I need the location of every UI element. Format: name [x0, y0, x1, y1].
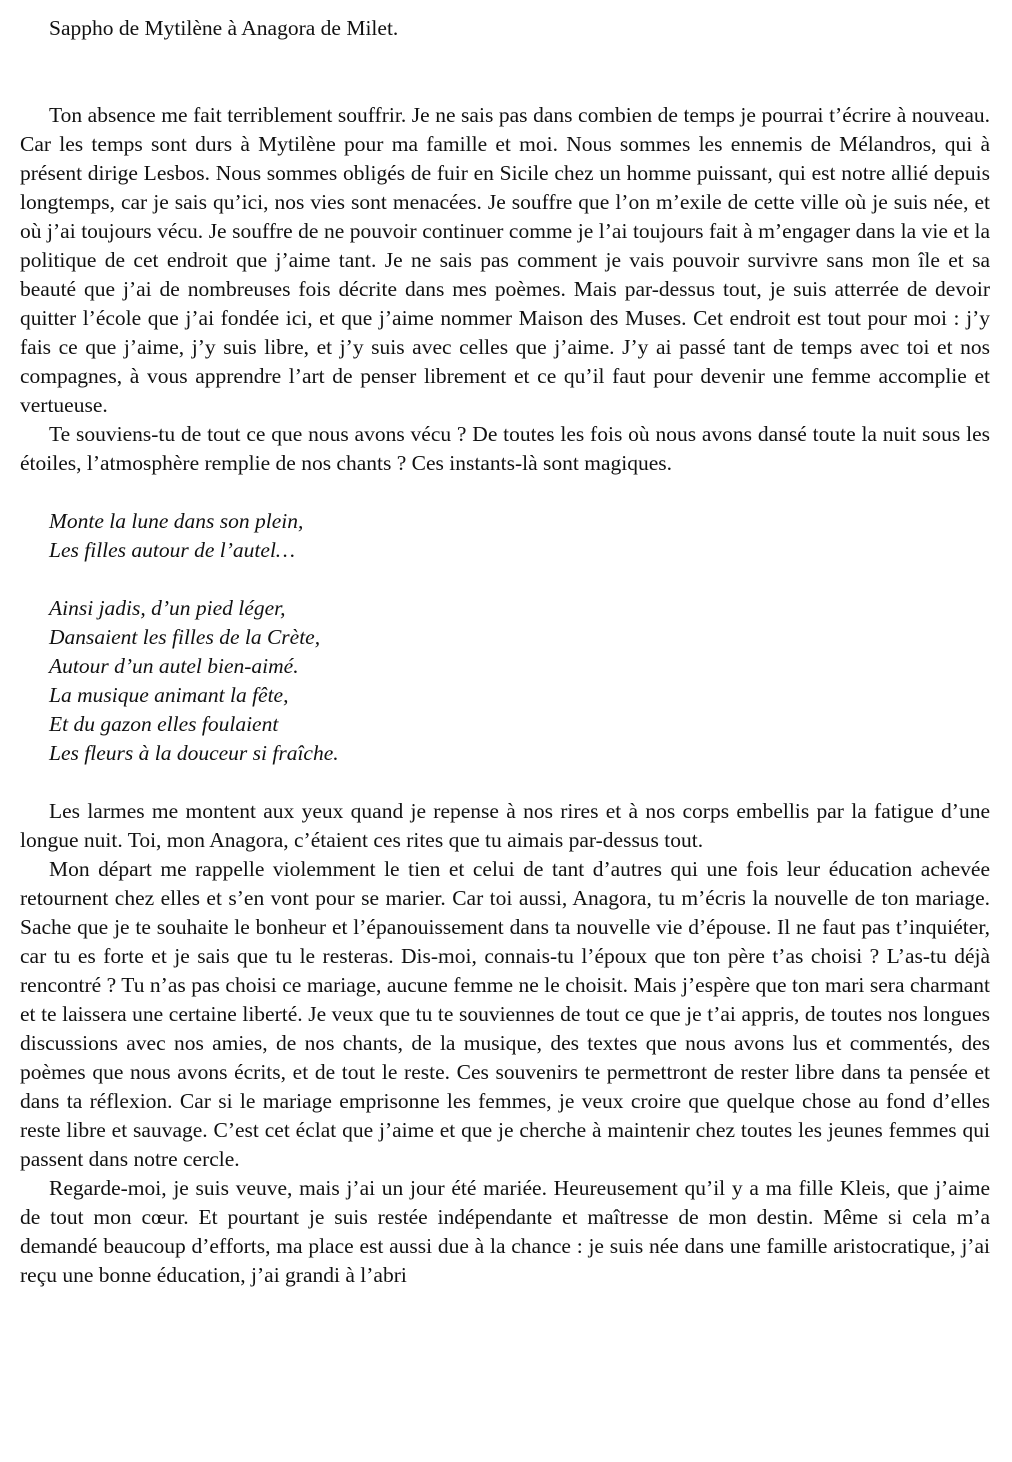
poem-line: Et du gazon elles foulaient — [49, 712, 279, 736]
poem-line: Monte la lune dans son plein, — [49, 509, 304, 533]
paragraph: Les larmes me montent aux yeux quand je repense à nos rires et à nos corps embellis par la fatigue d’une longue nuit. Toi, mon Anagora, c’étaient ces rites que tu aimais par-dessus tout. — [20, 799, 990, 852]
paragraph: Te souviens-tu de tout ce que nous avons vécu ? De toutes les fois où nous avons dansé toute la nuit sous les étoiles, l’atmosphère remplie de nos chants ? Ces instants-là sont magiques. — [20, 422, 990, 475]
paragraph: Mon départ me rappelle violemment le tien et celui de tant d’autres qui une fois leur éducation achevée retournent chez elles et s’en vont pour se marier. Car toi aussi, Anagora, tu m’écris la nouvelle de ton mariage. Sache que je te souhaite le bonheur et l’épanouissement dans ta nouvelle vie d’épouse. Il ne faut pas t’inquiéter, car tu es forte et je sais que tu le resteras. Dis-moi, connais-tu l’époux que ton père t’as choisi ? L’as-tu déjà rencontré ? Tu n’as pas choisi ce mariage, aucune femme ne le choisit. Mais j’espère que ton mari sera charmant et te laissera une certaine liberté. Je veux que tu te souviennes de tout ce que je t’ai appris, de toutes nos longues discussions avec nos amies, de nos chants, de la musique, des textes que nous avons lus et commentés, des poèmes que nous avons écrits, et de tout le reste. Ces souvenirs te permettront de rester libre dans ta pensée et dans ta réflexion. Car si le mariage emprisonne les femmes, je veux croire que quelque chose au fond d’elles reste libre et sauvage. C’est cet éclat que j’aime et que je cherche à maintenir chez toutes les jeunes femmes qui passent dans notre cercle. — [20, 857, 990, 1171]
poem-line: Autour d’un autel bien-aimé. — [49, 654, 299, 678]
spacer — [20, 768, 990, 797]
poem-line: La musique animant la fête, — [49, 683, 289, 707]
paragraph: Ton absence me fait terriblement souffrir. Je ne sais pas dans combien de temps je pourrai t’écrire à nouveau. Car les temps sont durs à Mytilène pour ma famille et moi. Nous sommes les ennemis de Mélandros, qui à présent dirige Lesbos. Nous sommes obligés de fuir en Sicile chez un homme puissant, qui est notre allié depuis longtemps, car je sais qu’ici, nos vies sont menacées. Je souffre que l’on m’exile de cette ville où je suis née, et où j’ai toujours vécu. Je souffre de ne pouvoir continuer comme je l’ai toujours fait à m’engager dans la vie et la politique de cet endroit que j’aime tant. Je ne sais pas comment je vais pouvoir survivre sans mon île et sa beauté que j’ai de nombreuses fois décrite dans mes poèmes. Mais par-dessus tout, je suis atterrée de devoir quitter l’école que j’ai fondée ici, et que j’aime nommer Maison des Muses. Cet endroit est tout pour moi : j’y fais ce que j’aime, j’y suis libre, et j’y suis avec celles que j’aime. J’y ai passé tant de temps avec toi et nos compagnes, à vous apprendre l’art de penser librement et ce qu’il faut pour devenir une femme accomplie et vertueuse. — [20, 103, 990, 417]
letter-heading: Sappho de Mytilène à Anagora de Milet. — [49, 16, 399, 40]
poem-line: Ainsi jadis, d’un pied léger, — [49, 596, 286, 620]
poem-line: Les fleurs à la douceur si fraîche. — [49, 741, 339, 765]
spacer — [20, 43, 990, 101]
poem-line: Dansaient les filles de la Crète, — [49, 625, 321, 649]
poem-stanza-2 — [20, 594, 990, 768]
letter-page — [20, 14, 990, 1290]
spacer — [20, 478, 990, 507]
poem-stanza-1 — [20, 507, 990, 565]
spacer — [20, 565, 990, 594]
paragraph: Regarde-moi, je suis veuve, mais j’ai un jour été mariée. Heureusement qu’il y a ma fille Kleis, que j’aime de tout mon cœur. Et pourtant je suis restée indépendante et maîtresse de mon destin. Même si cela m’a demandé beaucoup d’efforts, ma place est aussi due à la chance : je suis née dans une famille aristocratique, j’ai reçu une bonne éducation, j’ai grandi à l’abri — [20, 1176, 990, 1287]
poem-line: Les filles autour de l’autel… — [49, 538, 296, 562]
